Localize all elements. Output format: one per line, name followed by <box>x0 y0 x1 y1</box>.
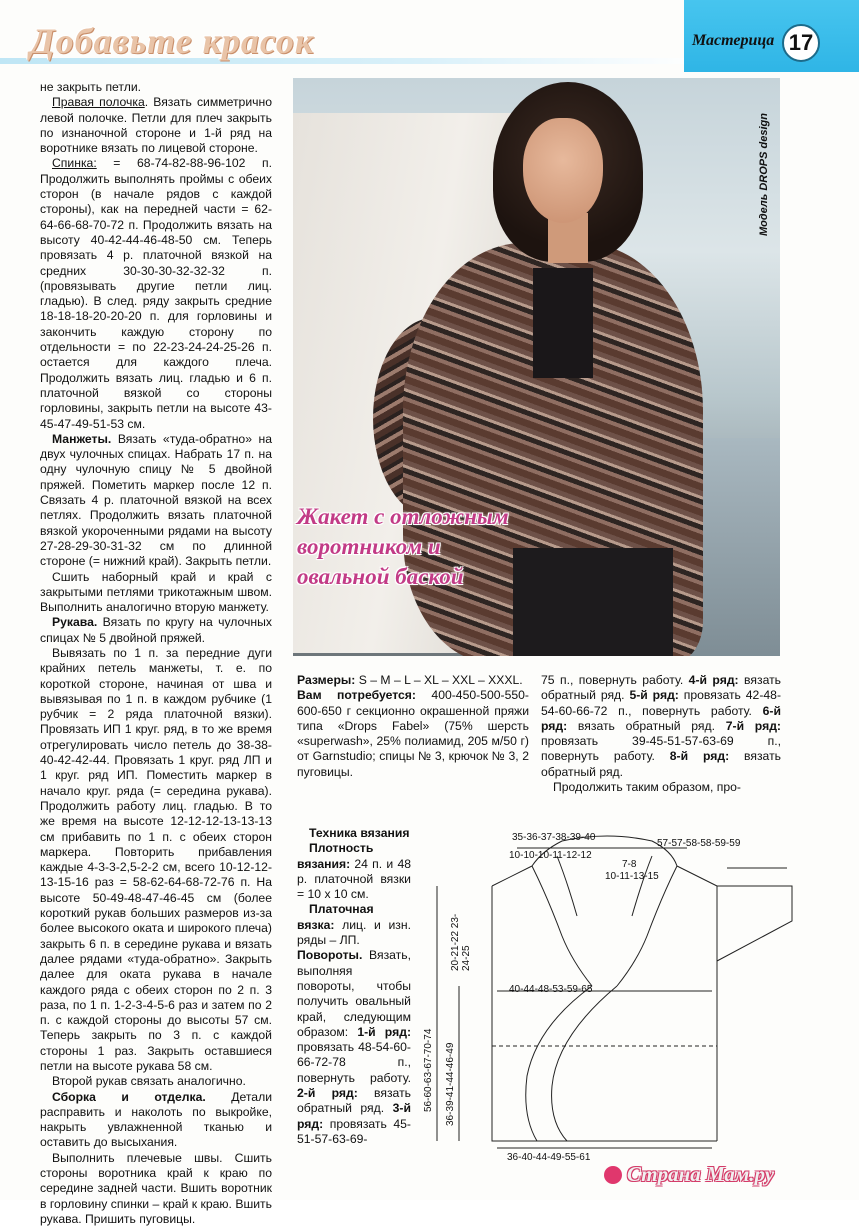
paragraph <box>297 902 411 948</box>
section-label: Манжеты. <box>52 431 112 446</box>
paragraph <box>297 673 529 688</box>
paragraph: Вывязать по 1 п. за передние дуги крайних петель манжеты, т. е. по короткой стороне, начиная от шва и вывязывая по 1 п. в каждом рубчике (1 рубчик = 2 ряда платочной вязки). Провязать ИП 1 круг. ряд, в то же время отрегулировать число петель до 38-38-40-42-42-44. Провязать 1 круг. ряд ЛП и 1 круг. ряд ИП. Поместить маркер в начало круг. ряда (= середина рукава). Продолжить работу лиц. гладью. В то же время на высоте 12-12-12-13-13-13 см прибавить по 1 п. с обеих сторон маркера. Повторить прибавления каждые 4-3-3-2,5-2-2 см, всего 10-12-12-13-15-16 раз = 58-62-64-68-72-76 п. На высоте 50-49-48-47-46-45 см (более короткий рукав больших размеров из-за более высокого оката и широкого плеча) закрыть 6 п. в середине рукава и вязать далее рядами «туда-обратно». Закрыть далее для оката рукава в начале каждого ряда с обеих сторон по 2 п. 3 раза, по 1 п. 1-2-3-4-5-6 раз и затем по 2 п. с каждой стороны до высоты 57 см. Теперь закрыть по 3 п. с каждой стороны 1 раз. Закрыть оставшиеся петли на высоте рукава 58 см. <box>40 645 272 1073</box>
paragraph-text: вязать обратный ряд. <box>541 749 782 779</box>
collar-width-label: 10-10-10-11-12-12 <box>509 850 592 861</box>
photo-credit-text: Модель DROPS design <box>758 113 770 236</box>
row-label: 5-й ряд: <box>629 688 679 703</box>
paragraph <box>297 948 411 1147</box>
left-peplum-curve <box>526 986 592 1141</box>
body-length-label: 36-39-41-44-46-49 <box>445 1042 456 1126</box>
paragraph: Второй рукав связать аналогично. <box>52 1074 246 1089</box>
section-title: Добавьте красок <box>30 21 315 61</box>
armhole-height-label: 20-21-22 23-24-25 <box>450 913 472 971</box>
paragraph-text: Вязать «туда-обратно» на двух чулочных спицах. Набрать 17 п. на одну чулочную спицу № 5 двойной пряжей. Пометить маркер после 12 п. Связать 4 р. платочной вязкой на всех петлях. Продолжить вязать платочной вязкой укороченными рядами на высоту 27-28-29-30-31-32 см по длинной стороне (= нижний край). Закрыть петли. <box>40 431 272 569</box>
paragraph-text: провязать 48-54-60-66-72-78 п., повернуть работу. <box>297 1040 411 1085</box>
page-number: 17 <box>782 24 820 62</box>
paragraph-text: S – M – L – XL – XXL – XXXL. <box>355 673 523 687</box>
section-label: Повороты. <box>297 948 363 963</box>
section-label: Правая полочка <box>52 95 145 110</box>
paragraph-text: 75 п., повернуть работу. <box>541 673 689 687</box>
text-column-1 <box>40 80 272 1227</box>
magazine-name: Мастерица <box>692 32 775 49</box>
paragraph-text: провязать 39-45-51-57-63-69 п., повернуть работу. <box>541 734 781 764</box>
row-label: 2-й ряд: <box>297 1086 358 1101</box>
pattern-diagram <box>417 826 807 1166</box>
row-label: 3-й ряд: <box>297 1101 411 1131</box>
hem-width-label: 36-40-44-49-55-61 <box>507 1152 591 1163</box>
paragraph: не закрыть петли. <box>40 80 142 94</box>
paragraph-text: Вязать, выполняя повороты, чтобы получить овальный край, следующим образом: <box>297 948 411 1039</box>
watermark-logo-icon <box>604 1166 622 1184</box>
paragraph-text: провязать 42-48-54-60-66-72 п., повернуть работу. <box>541 688 782 718</box>
paragraph-text: вязать обратный ряд. <box>567 718 726 733</box>
text-column-2 <box>297 673 529 780</box>
paragraph-text: лиц. и изн. ряды – ЛП. <box>297 917 411 948</box>
photo-caption: Жакет с отложным воротником и овальной баской <box>297 504 509 589</box>
sleeve-outline <box>717 886 792 961</box>
paragraph-text: 24 п. и 48 р. платочной вязки = 10 х 10 см. <box>297 856 411 902</box>
right-peplum-curve <box>552 986 617 1141</box>
section-label: Спинка: <box>52 156 97 171</box>
shoulder-drop-label: 7-8 <box>622 859 637 870</box>
total-length-label: 56-60-63-67-70-74 <box>423 1028 434 1112</box>
paragraph <box>40 615 272 646</box>
paragraph-text: . Вязать симметрично левой полочке. Петли для плеч закрыть по изнаночной стороне и 1-й ряд на воротнике вязать по лицевой стороне. <box>40 95 272 156</box>
paragraph: Продолжить таким образом, про- <box>553 780 741 795</box>
paragraph <box>541 673 781 780</box>
paragraph: Сшить наборный край и край с закрытыми петлями трикотажным швом. Выполнить аналогично вторую манжету. <box>40 569 272 615</box>
paragraph-text: 400-450-500-550-600-650 г секционно окрашенной пряжи типа «Drops Fabel» (75% шерсть «superwash», 25% полиамид, 205 м/50 г) от Garnstudio; спицы № 3, крючок № 3, 2 пуговицы. <box>297 688 529 779</box>
row-label: 6-й ряд: <box>541 703 781 733</box>
chest-width-label: 40-44-48-53-59-65 <box>509 984 593 995</box>
paragraph-text: вязать обратный ряд. <box>541 673 782 703</box>
section-label: Размеры: <box>297 673 356 687</box>
photo-black-top <box>533 268 593 378</box>
sleeve-length-label: 57-57-58-58-59-59 <box>657 838 741 849</box>
collar-lapel-outline <box>532 866 677 986</box>
collar-inner-line <box>557 856 652 916</box>
paragraph <box>40 156 272 431</box>
row-label: 8-й ряд: <box>669 749 730 764</box>
row-label: 4-й ряд: <box>688 673 739 687</box>
row-label: 7-й ряд: <box>725 718 781 733</box>
section-heading: Техника вязания <box>309 826 410 840</box>
paragraph <box>40 1090 272 1151</box>
photo-black-pants <box>513 548 673 656</box>
text-column-2-lower <box>297 826 411 1147</box>
paragraph <box>40 432 272 570</box>
paragraph-text: Вязать по кругу на чулочных спицах № 5 двойной пряжей. <box>40 615 272 645</box>
row-label: 1-й ряд: <box>357 1024 411 1039</box>
neck-width-label: 35-36-37-38-39-40 <box>512 832 596 843</box>
paragraph <box>297 688 529 780</box>
section-label: Вам потребуется: <box>297 688 416 703</box>
paragraph <box>40 95 272 156</box>
shoulder-width-label: 10-11-13-15 <box>605 871 659 882</box>
paragraph-text: Детали расправить и наколоть по выкройке, накрыть увлажненной тканью и оставить до высыхания. <box>40 1089 273 1150</box>
section-label: Рукава. <box>52 615 98 630</box>
section-label: Платочная вязка: <box>297 902 374 932</box>
paragraph <box>297 841 411 902</box>
paragraph-text: провязать 45-51-57-63-69- <box>297 1116 411 1146</box>
paragraph-text: = 68-74-82-88-96-102 п. Продолжить выполнять проймы с обеих сторон (в начале рядов с каждой стороны), как на передней части = 62-64-66-68-70-72 п. Продолжить вязать на высоту 40-42-44-46-48-50 см. Теперь провязать 4 р. платочной вязкой на средних 30-30-30-32-32-32 п. (провязывать другие петли лиц. гладью). В след. ряду закрыть средние 18-18-18-20-20-20 п. для горловины и закончить каждую сторону по отдельности = по 22-23-24-24-25-26 п. остается для каждого плеча. Продолжить вязать лиц. гладью и 6 п. платочной вязкой со стороны горловины, закрыть петли на высоте 43-45-47-49-51-53 см. <box>40 156 272 431</box>
paragraph: Выполнить плечевые швы. Сшить стороны воротника край к краю по середине задней части. Вшить воротник в горловину спинки – край к краю. Вшить рукава. Пришить пуговицы. <box>40 1150 272 1226</box>
section-label: Сборка и отделка. <box>52 1089 206 1104</box>
section-label: Плотность вязания: <box>297 841 374 871</box>
paragraph-text: вязать обратный ряд. <box>297 1086 412 1116</box>
photo-credit <box>758 96 774 236</box>
text-column-3 <box>541 673 781 795</box>
site-watermark: Страна Мам.ру <box>627 1162 775 1186</box>
photo-model-face <box>523 118 603 223</box>
